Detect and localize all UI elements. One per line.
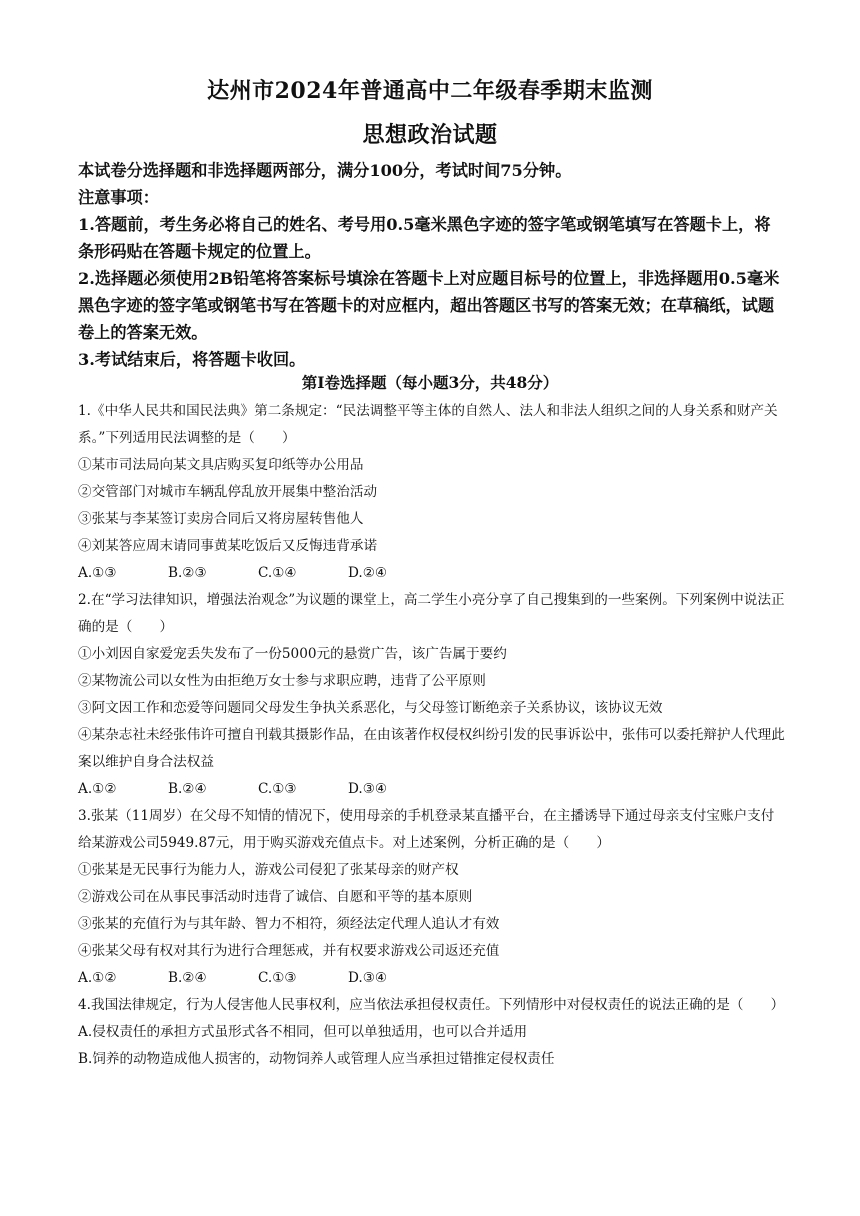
question-item: ①张某是无民事行为能力人，游戏公司侵犯了张某母亲的财产权	[78, 862, 459, 878]
question-item: ②游戏公司在从事民事活动时违背了诚信、自愿和平等的基本原则	[78, 889, 473, 905]
question-stem: 1.《中华人民共和国民法典》第二条规定：“民法调整平等主体的自然人、法人和非法人组织之间的人身关系和财产关系。”下列适用民法调整的是（ ）	[78, 403, 778, 446]
question-stem: 2.在“学习法律知识，增强法治观念”为议题的课堂上，高二学生小亮分享了自己搜集到的一些案例。下列案例中说法正确的是（ ）	[78, 592, 785, 635]
choice-b: B.②④	[168, 970, 207, 986]
question-item: ②交管部门对城市车辆乱停乱放开展集中整治活动	[78, 484, 378, 500]
choice-d: D.③④	[348, 970, 388, 986]
choice-a: A.①③	[78, 565, 117, 581]
answer-choices	[78, 776, 786, 803]
question-item: ④某杂志社未经张伟许可擅自刊载其摄影作品，在由该著作权侵权纠纷引发的民事诉讼中，张伟可以委托辩护人代理此案以维护自身合法权益	[78, 727, 785, 770]
question-option: A.侵权责任的承担方式虽形式各不相同，但可以单独适用，也可以合并适用	[78, 1024, 528, 1040]
question-item: ③张某的充值行为与其年龄、智力不相符，须经法定代理人追认才有效	[78, 916, 500, 932]
question-item: ②某物流公司以女性为由拒绝万女士参与求职应聘，违背了公平原则	[78, 673, 486, 689]
question-item: ③张某与李某签订卖房合同后又将房屋转售他人	[78, 511, 364, 527]
choice-b: B.②③	[168, 565, 207, 581]
exam-title: 达州市2024年普通高中二年级春季期末监测	[207, 78, 653, 104]
question-stem: 4.我国法律规定，行为人侵害他人民事权利，应当依法承担侵权责任。下列情形中对侵权责任的说法正确的是（ ）	[78, 997, 785, 1013]
notice-heading: 注意事项：	[78, 188, 159, 207]
question-item: ④张某父母有权对其行为进行合理惩戒，并有权要求游戏公司返还充值	[78, 943, 500, 959]
answer-choices	[78, 965, 786, 992]
choice-c: C.①④	[258, 565, 297, 581]
question-stem: 3.张某（11周岁）在父母不知情的情况下，使用母亲的手机登录某直播平台，在主播诱导下通过母亲支付宝账户支付给某游戏公司5949.87元，用于购买游戏充值点卡。对上述案例，分析正确的是（ ）	[78, 808, 775, 851]
exam-instructions	[78, 157, 786, 373]
exam-subject-title: 思想政治试题	[362, 122, 498, 148]
question-option: B.饲养的动物造成他人损害的，动物饲养人或管理人应当承担过错推定侵权责任	[78, 1051, 555, 1067]
question-item: ④刘某答应周末请同事黄某吃饭后又反悔违背承诺	[78, 538, 378, 554]
notice-item: 3.考试结束后，将答题卡收回。	[78, 350, 306, 369]
choice-a: A.①②	[78, 781, 117, 797]
exam-summary: 本试卷分选择题和非选择题两部分，满分100分，考试时间75分钟。	[78, 161, 572, 180]
notice-item: 1.答题前，考生务必将自己的姓名、考号用0.5毫米黑色字迹的签字笔或钢笔填写在答题卡上，将条形码贴在答题卡规定的位置上。	[78, 215, 771, 261]
question-item: ③阿文因工作和恋爱等问题同父母发生争执关系恶化，与父母签订断绝亲子关系协议，该协议无效	[78, 700, 663, 716]
question-list	[78, 398, 786, 1073]
choice-d: D.②④	[348, 565, 388, 581]
section-title: 第Ⅰ卷选择题（每小题3分，共48分）	[301, 373, 559, 392]
notice-item: 2.选择题必须使用2B铅笔将答案标号填涂在答题卡上对应题目标号的位置上，非选择题用0.5毫米黑色字迹的签字笔或钢笔书写在答题卡的对应框内，超出答题区书写的答案无效；在草稿纸，试题卷上的答案无效。	[78, 269, 780, 342]
choice-b: B.②④	[168, 781, 207, 797]
question-item: ①某市司法局向某文具店购买复印纸等办公用品	[78, 457, 364, 473]
choice-c: C.①③	[258, 970, 297, 986]
choice-d: D.③④	[348, 781, 388, 797]
question-item: ①小刘因自家爱宠丢失发布了一份5000元的悬赏广告，该广告属于要约	[78, 646, 507, 662]
answer-choices	[78, 560, 786, 587]
choice-a: A.①②	[78, 970, 117, 986]
choice-c: C.①③	[258, 781, 297, 797]
